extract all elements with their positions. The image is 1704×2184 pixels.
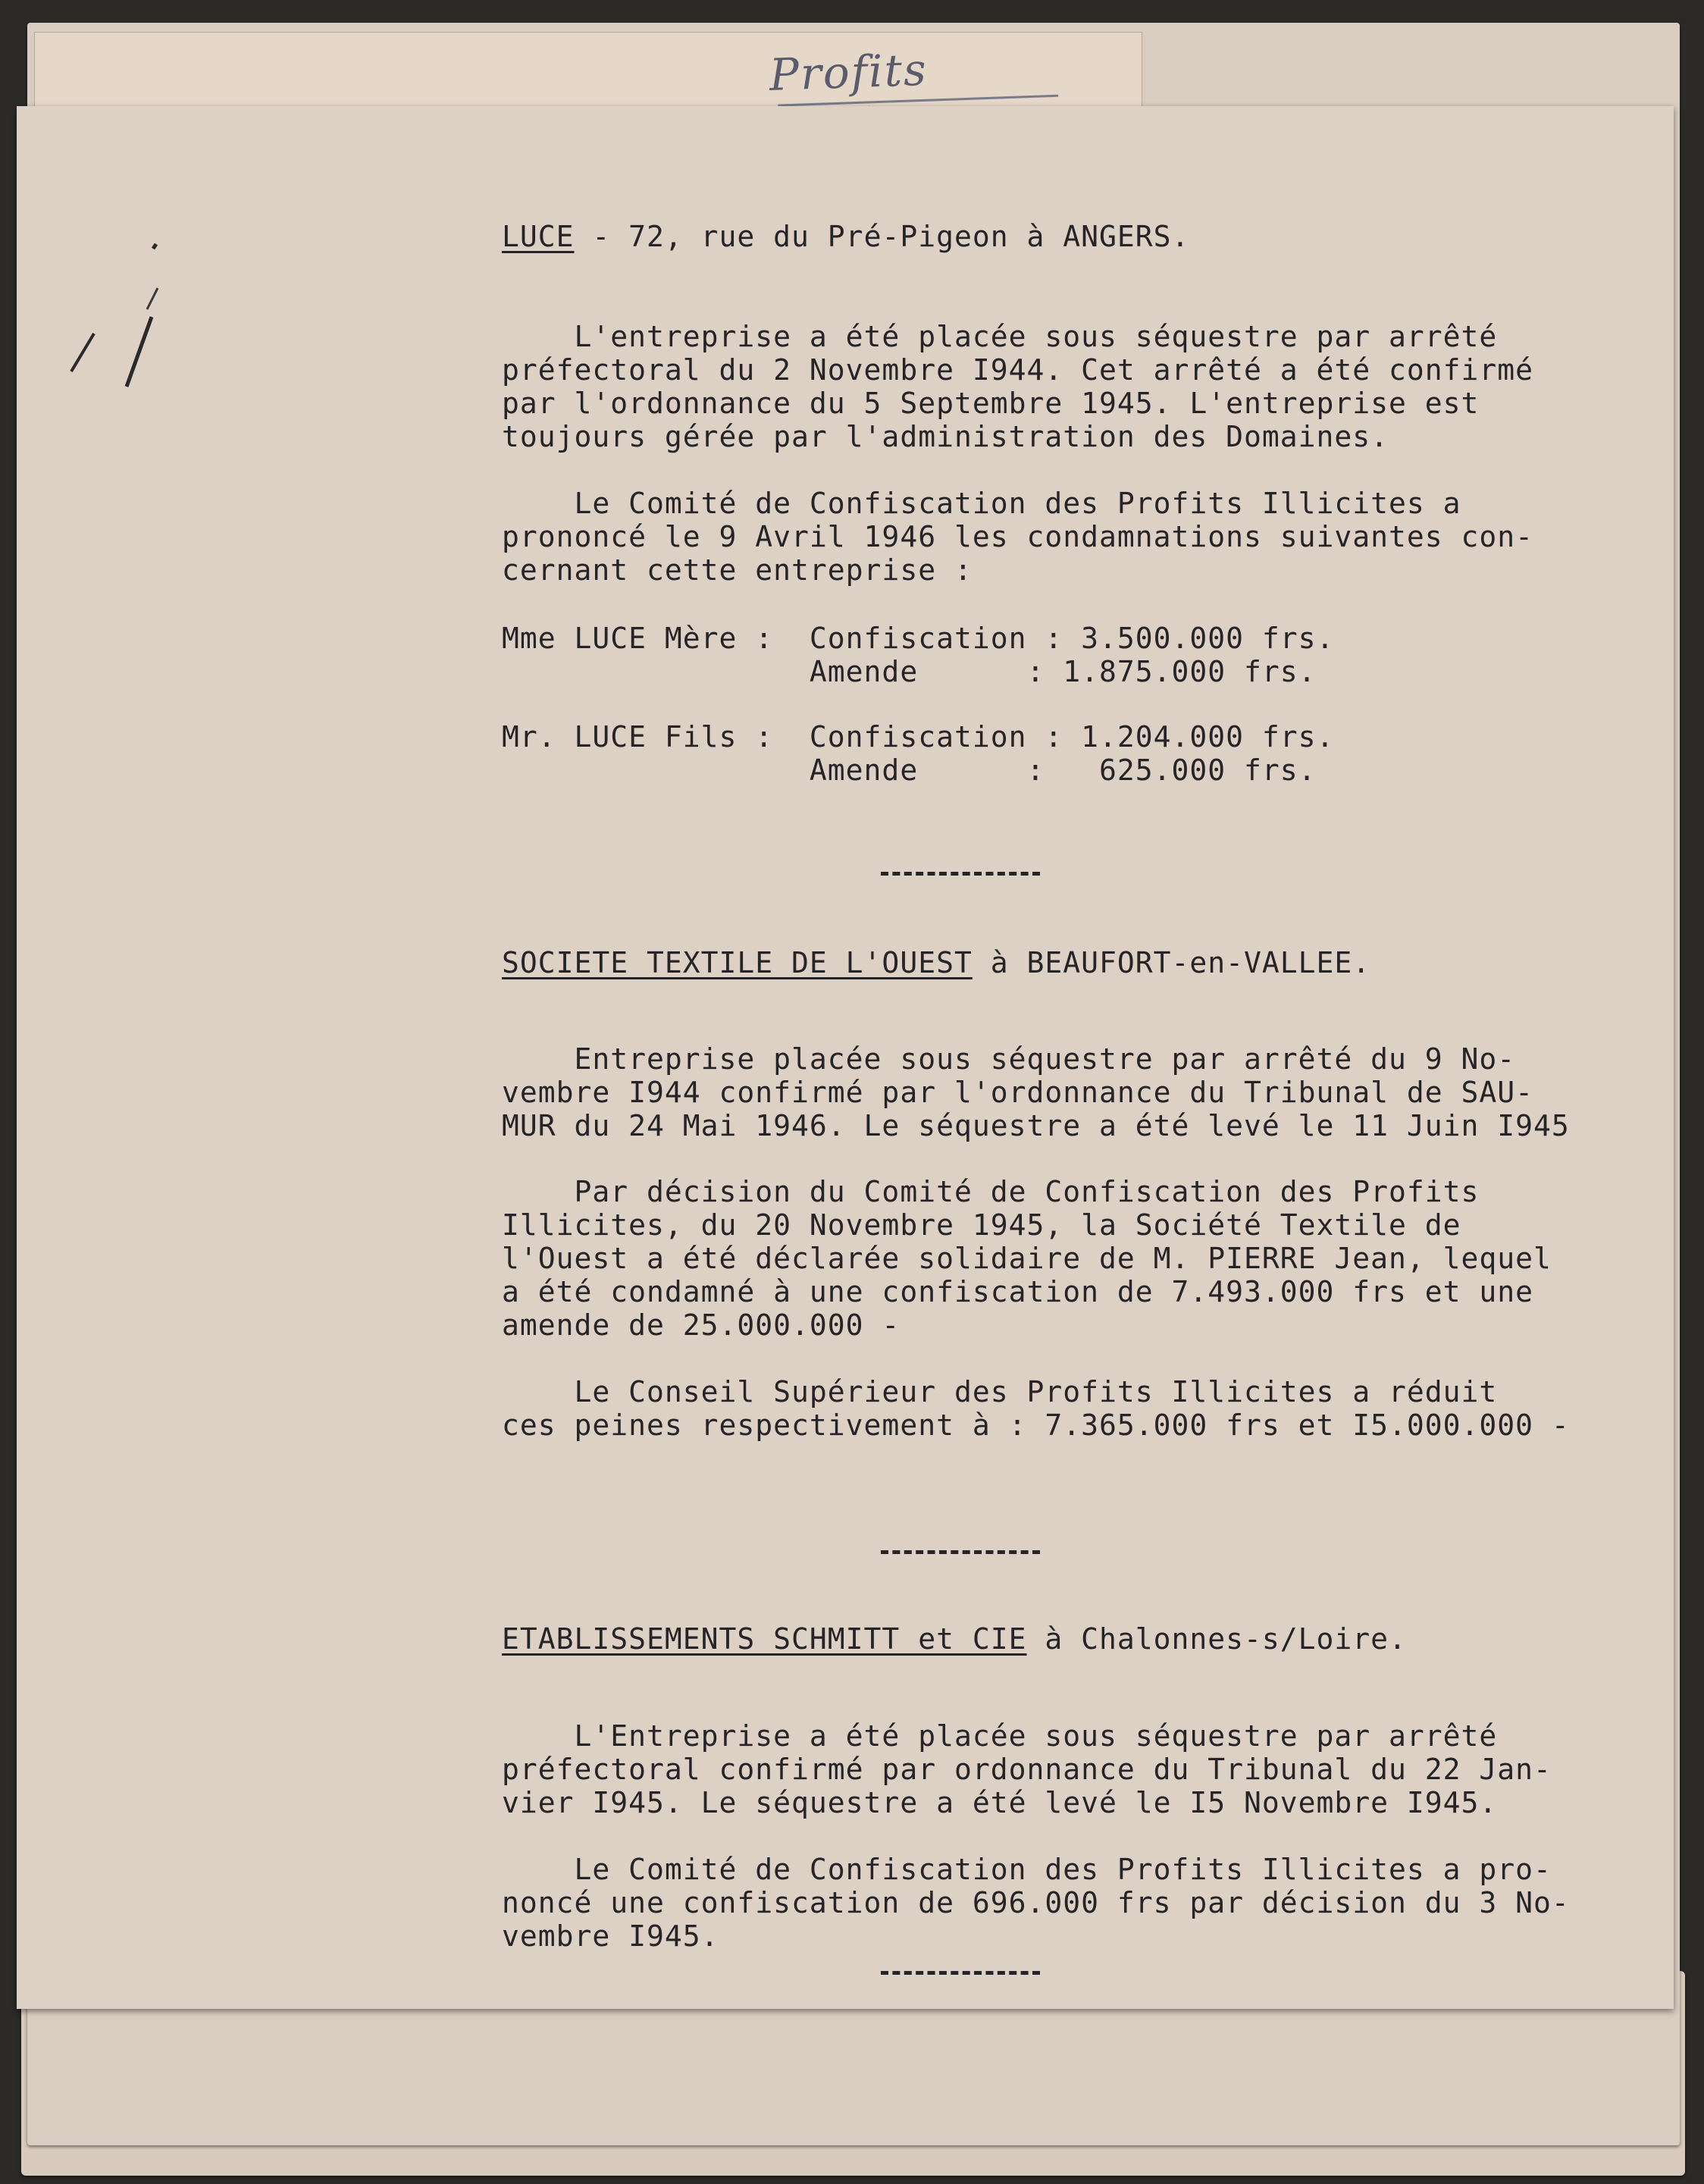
text-line: préfectoral confirmé par ordonnance du Tribunal du 22 Jan- bbox=[502, 1753, 1552, 1786]
text-line: prononcé le 9 Avril 1946 les condamnations suivantes con- bbox=[502, 520, 1534, 553]
text-line: noncé une confiscation de 696.000 frs par décision du 3 No- bbox=[502, 1886, 1570, 1919]
text-line: vier I945. Le séquestre a été levé le I5 Novembre I945. bbox=[502, 1786, 1498, 1819]
text-line: cernant cette entreprise : bbox=[502, 553, 973, 587]
company-address: à Chalonnes-s/Loire. bbox=[1026, 1622, 1407, 1656]
text-line: l'Ouest a été déclarée solidaire de M. PIERRE Jean, lequel bbox=[502, 1242, 1552, 1275]
section-heading bbox=[502, 220, 1189, 253]
text-line: amende de 25.000.000 - bbox=[502, 1308, 901, 1342]
text-line: Illicites, du 20 Novembre 1945, la Société Textile de bbox=[502, 1208, 1461, 1242]
company-name: SOCIETE TEXTILE DE L'OUEST bbox=[502, 946, 973, 979]
text-line: vembre I944 confirmé par l'ordonnance du Tribunal de SAU- bbox=[502, 1076, 1534, 1109]
text-line: a été condamné à une confiscation de 7.493.000 frs et une bbox=[502, 1275, 1534, 1308]
section-heading bbox=[502, 1622, 1407, 1656]
folder-label: Profits bbox=[769, 39, 1074, 110]
text-line: Entreprise placée sous séquestre par arrêté du 9 No- bbox=[502, 1042, 1516, 1076]
section-separator bbox=[881, 872, 1040, 876]
section-separator bbox=[881, 1971, 1040, 1975]
penalty-line: Mme LUCE Mère : Confiscation : 3.500.000 frs. bbox=[502, 622, 1335, 655]
company-name: LUCE bbox=[502, 220, 575, 253]
text-line: Le Conseil Supérieur des Profits Illicites a réduit bbox=[502, 1375, 1498, 1408]
section-separator bbox=[881, 1550, 1040, 1554]
text-line: par l'ordonnance du 5 Septembre 1945. L'entreprise est bbox=[502, 387, 1480, 420]
text-line: MUR du 24 Mai 1946. Le séquestre a été levé le 11 Juin I945 bbox=[502, 1109, 1570, 1142]
text-line: préfectoral du 2 Novembre I944. Cet arrêté a été confirmé bbox=[502, 353, 1534, 387]
text-line: vembre I945. bbox=[502, 1919, 719, 1953]
text-line: L'Entreprise a été placée sous séquestre par arrêté bbox=[502, 1719, 1498, 1753]
penalty-line: Amende : 1.875.000 frs. bbox=[502, 655, 1317, 688]
text-line: toujours gérée par l'administration des Domaines. bbox=[502, 420, 1389, 453]
text-line: L'entreprise a été placée sous séquestre par arrêté bbox=[502, 320, 1498, 353]
company-name: ETABLISSEMENTS SCHMITT et CIE bbox=[502, 1622, 1027, 1656]
text-line: Le Comité de Confiscation des Profits Illicites a pro- bbox=[502, 1853, 1552, 1886]
penalty-line: Amende : 625.000 frs. bbox=[502, 754, 1317, 787]
section-heading bbox=[502, 946, 1370, 979]
company-address: - 72, rue du Pré-Pigeon à ANGERS. bbox=[574, 220, 1190, 253]
text-line: Le Comité de Confiscation des Profits Illicites a bbox=[502, 487, 1461, 520]
document-page bbox=[17, 106, 1674, 2009]
company-address: à BEAUFORT-en-VALLEE. bbox=[972, 946, 1371, 979]
text-line: ces peines respectivement à : 7.365.000 frs et I5.000.000 - bbox=[502, 1408, 1570, 1442]
penalty-line: Mr. LUCE Fils : Confiscation : 1.204.000 frs. bbox=[502, 720, 1335, 754]
text-line: Par décision du Comité de Confiscation des Profits bbox=[502, 1175, 1480, 1208]
pencil-marks bbox=[62, 243, 214, 394]
